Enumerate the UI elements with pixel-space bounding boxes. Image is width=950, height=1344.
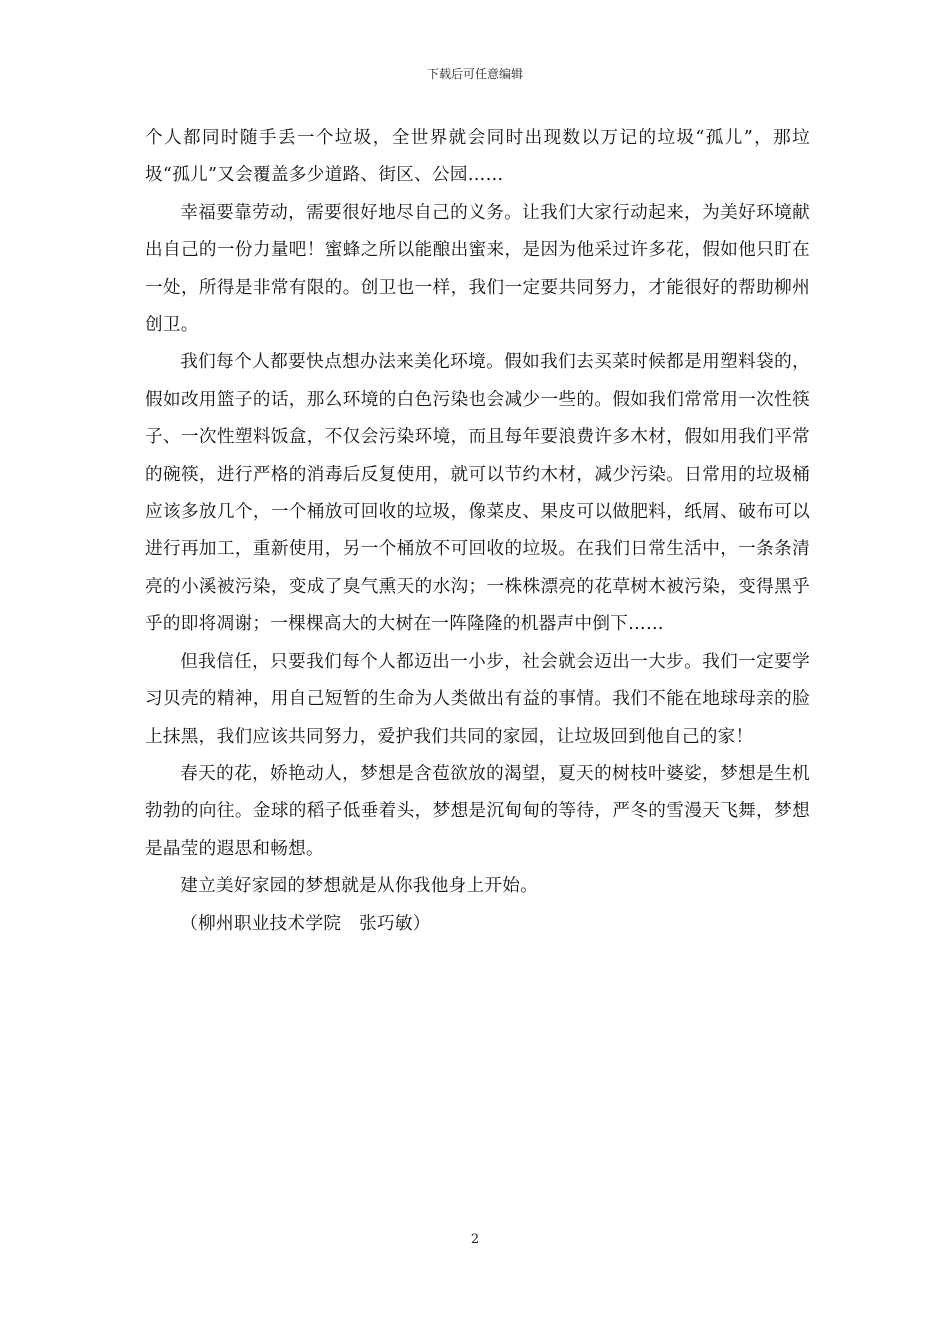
page-header: 下载后可任意编辑 <box>426 67 523 81</box>
paragraph: 幸福要靠劳动，需要很好地尽自己的义务。让我们大家行动起来，为美好环境献出自己的一份力量吧！蜜蜂之所以能酿出蜜来，是因为他采过许多花，假如他只盯在一处，所得是非常有限的。创卫也一样，我们一定要共同努力，才能很好的帮助柳州创卫。 <box>145 202 810 336</box>
paragraph: 春天的花，娇艳动人，梦想是含苞欲放的渴望，夏天的树枝叶婆娑，梦想是生机勃勃的向往。金球的稻子低垂着头，梦想是沉甸甸的等待，严冬的雪漫天飞舞，梦想是晶莹的遐思和畅想。 <box>145 763 810 859</box>
page-number: 2 <box>470 1232 480 1247</box>
paragraph: 建立美好家园的梦想就是从你我他身上开始。 <box>180 876 539 897</box>
paragraph-continuation: 个人都同时随手丢一个垃圾，全世界就会同时出现数以万记的垃圾“孤儿”，那垃圾“孤儿”又会覆盖多少道路、街区、公园…… <box>145 128 810 186</box>
paragraph: 我们每个人都要快点想办法来美化环境。假如我们去买菜时候都是用塑料袋的，假如改用篮子的话，那么环境的白色污染也会减少一些的。假如我们常常用一次性筷子、一次性塑料饭盒，不仅会污染环境，而且每年要浪费许多木材，假如用我们平常的碗筷，进行严格的消毒后反复使用，就可以节约木材，减少污染。日常用的垃圾桶应该多放几个，一个桶放可回收的垃圾，像菜皮、果皮可以做肥料，纸屑、破布可以进行再加工，重新使用，另一个桶放不可回收的垃圾。在我们日常生活中，一条条清亮的小溪被污染，变成了臭气熏天的水沟；一株株漂亮的花草树木被污染，变得黑乎乎的即将凋谢；一棵棵高大的大树在一阵隆隆的机器声中倒下…… <box>145 352 810 635</box>
paragraph: 但我信任，只要我们每个人都迈出一小步，社会就会迈出一大步。我们一定要学习贝壳的精神，用自己短暂的生命为人类做出有益的事情。我们不能在地球母亲的脸上抹黑，我们应该共同努力，爱护我们共同的家园，让垃圾回到他自己的家！ <box>145 651 810 747</box>
document-body <box>145 120 810 943</box>
author-signature: （柳州职业技术学院 张巧敏） <box>180 913 431 934</box>
